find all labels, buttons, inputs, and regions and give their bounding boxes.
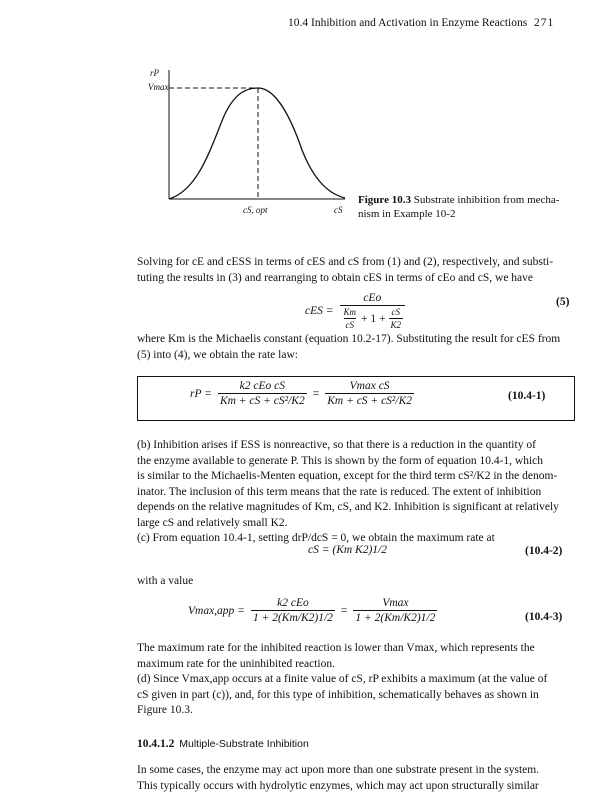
eq1-den1: Km + cS + cS²/K2 — [219, 395, 305, 407]
paragraph-max-rate — [137, 641, 577, 719]
opt-label: cS, opt — [243, 205, 268, 215]
text-line: This typically occurs with hydrolytic enzymes, which may act upon structurally similar — [137, 779, 539, 792]
caption-label: Figure 10.3 — [358, 194, 411, 206]
section-heading — [137, 738, 309, 750]
paragraph-multiple-substrate — [137, 763, 577, 794]
eq5-lhs: cES = — [305, 305, 334, 317]
vmax-label: Vmax — [148, 82, 169, 92]
frac-num: cS — [391, 307, 401, 317]
text-line: (d) Since Vmax,app occurs at a finite value of cS, rP exhibits a maximum (at the value of — [137, 673, 548, 685]
km-over-cs — [342, 307, 359, 330]
with-value-text: with a value — [137, 575, 194, 587]
frac-num: Km — [343, 307, 357, 317]
equation-10-4-3 — [188, 597, 437, 624]
text-line: cS given in part (c)), and, for this type of inhibition, schematically behaves as shown in — [137, 688, 539, 701]
text-line: large cS and relatively small K2. — [137, 516, 288, 529]
eq3-equals: = — [340, 604, 348, 617]
eq3-tag: (10.4-3) — [525, 611, 563, 623]
plus-one: + 1 + — [361, 312, 386, 325]
text-line: Figure 10.3. — [137, 704, 193, 716]
eq2-tag: (10.4-2) — [525, 545, 563, 557]
paragraph-solving — [137, 255, 577, 286]
text-line: (c) From equation 10.4-1, setting drP/dcS = 0, we obtain the maximum rate at — [137, 532, 495, 544]
rate-curve — [169, 88, 345, 199]
eq3-den1: 1 + 2(Km/K2)1/2 — [252, 612, 333, 624]
section-title: Multiple-Substrate Inhibition — [179, 738, 309, 750]
text-line: Solving for cE and cESS in terms of cES and cS from (1) and (2), respectively, and substi- — [137, 256, 554, 268]
text-line: (5) into (4), we obtain the rate law: — [137, 348, 298, 361]
equation-10-4-1 — [190, 380, 414, 407]
eq5-denominator — [340, 305, 406, 330]
text-line: inator. The inclusion of this term means that the rate is reduced. The extent of inhibition — [137, 485, 542, 498]
eq3-fraction-2 — [353, 597, 437, 624]
figure-caption — [358, 193, 559, 221]
text-line: the enzyme available to generate P. This is shown by the form of equation 10.4-1, which — [137, 454, 544, 467]
eq1-fraction-1 — [218, 380, 307, 407]
frac-den: K2 — [390, 320, 402, 330]
eq1-fraction-2 — [325, 380, 414, 407]
eq3-num2: Vmax — [382, 597, 409, 609]
caption-line2: nism in Example 10-2 — [358, 208, 456, 220]
eq3-den2: 1 + 2(Km/K2)1/2 — [355, 612, 436, 624]
eq5-fraction — [340, 292, 406, 330]
eq1-num2: Vmax cS — [349, 380, 390, 392]
text-line: The maximum rate for the inhibited reaction is lower than Vmax, which represents the — [137, 642, 535, 654]
caption-line1: Substrate inhibition from mecha- — [413, 194, 560, 206]
eq3-num1: k2 cEo — [277, 597, 309, 609]
cs-over-k2 — [389, 307, 404, 330]
eq5-tag: (5) — [556, 296, 570, 308]
text-line: is similar to the Michaelis-Menten equation, except for the third term cS²/K2 in the denom- — [137, 470, 558, 482]
eq1-num1: k2 cEo cS — [239, 380, 285, 392]
paragraph-where — [137, 332, 577, 363]
text-line: where Km is the Michaelis constant (equation 10.2-17). Substituting the result for cES from — [137, 333, 561, 345]
text-line: maximum rate for the uninhibited reaction. — [137, 657, 335, 670]
text-line: In some cases, the enzyme may act upon more than one substrate present in the system. — [137, 764, 540, 776]
paragraph-b — [137, 438, 577, 547]
eq5-numerator: cEo — [363, 292, 382, 304]
eq1-equals: = — [312, 387, 320, 400]
x-axis-label: cS — [334, 205, 343, 215]
eq3-lhs: Vmax,app = — [188, 604, 245, 617]
frac-den: cS — [345, 320, 355, 330]
eq1-den2: Km + cS + cS²/K2 — [327, 395, 412, 407]
text-line: tuting the results in (3) and rearranging to obtain cES in terms of cEo and cS, we have — [137, 271, 534, 284]
text-line: (b) Inhibition arises if ESS is nonreactive, so that there is a reduction in the quantity of — [137, 439, 536, 451]
page-number: 271 — [534, 17, 555, 29]
y-axis-label: rP — [150, 68, 159, 78]
eq1-tag: (10.4-1) — [508, 390, 546, 402]
eq3-fraction-1 — [251, 597, 335, 624]
equation-5 — [305, 292, 405, 330]
section-number: 10.4.1.2 — [137, 738, 175, 750]
text-line: depends on the relative magnitudes of Km, cS, and K2. Inhibition is significant at relatively — [137, 501, 559, 513]
equation-10-4-2: cS = (Km K2)1/2 — [308, 544, 387, 556]
eq1-lhs: rP = — [190, 387, 212, 400]
running-header: 10.4 Inhibition and Activation in Enzyme Reactions — [288, 17, 528, 29]
